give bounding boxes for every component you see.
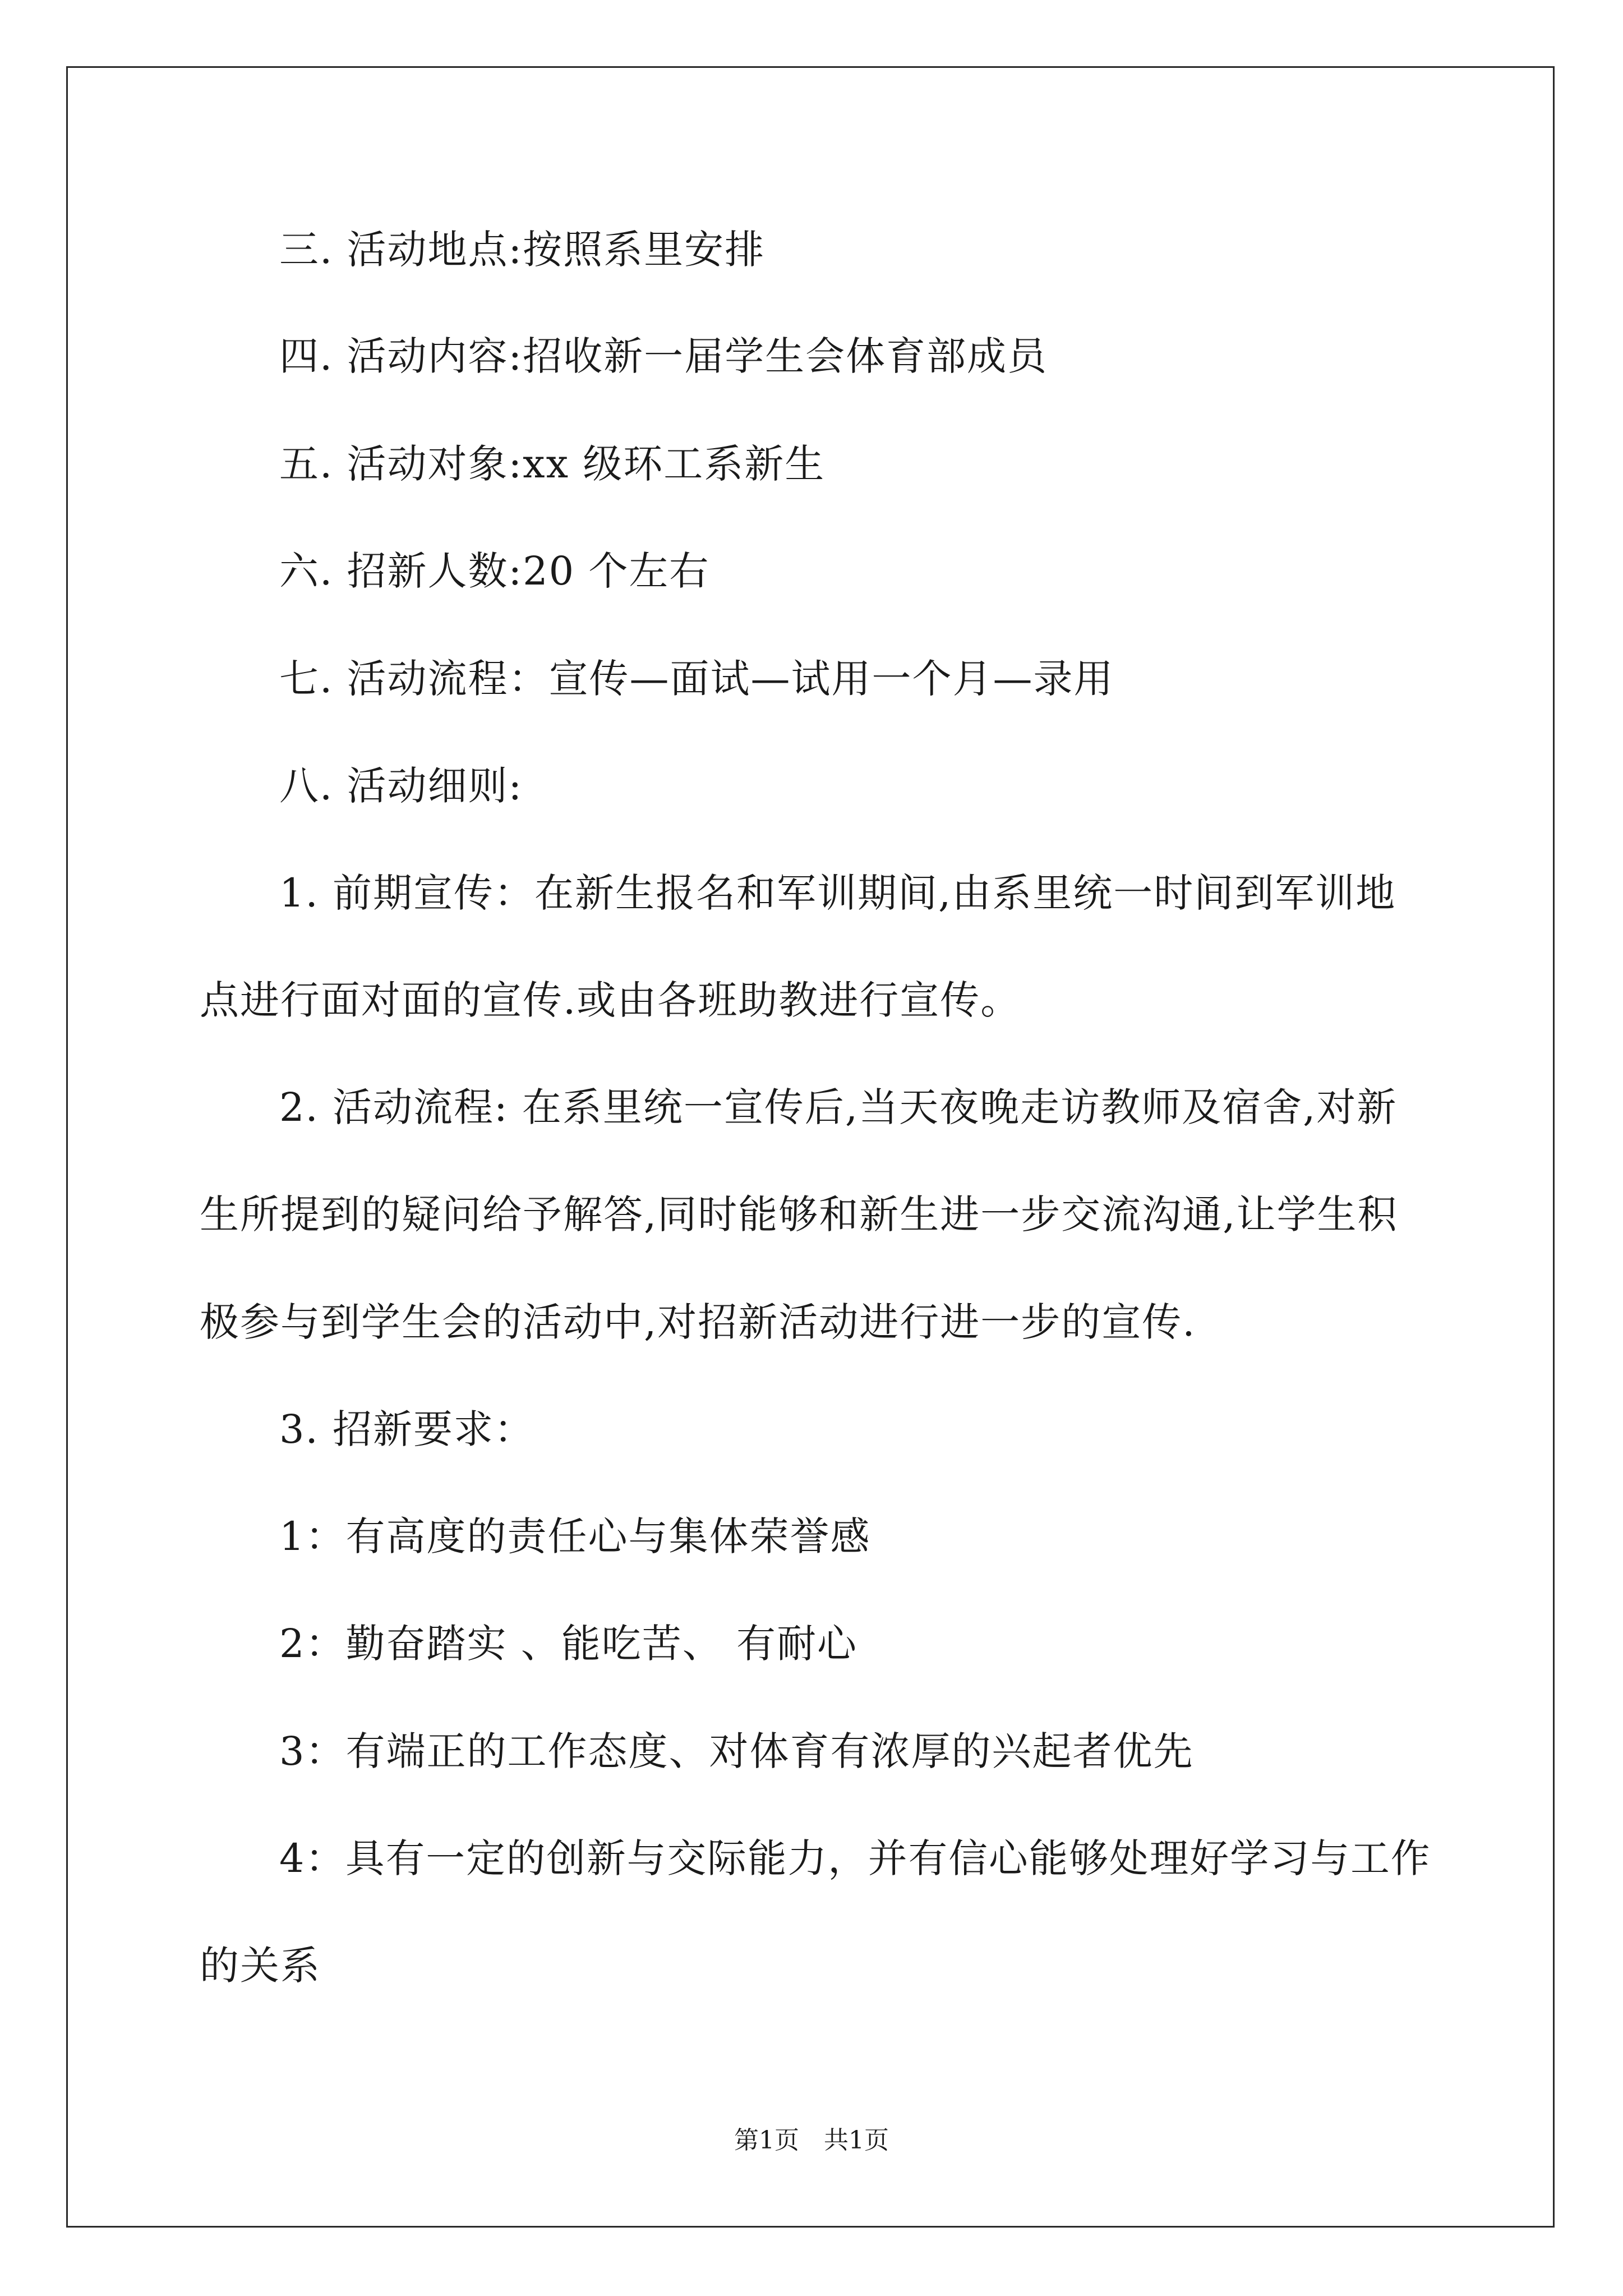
text-line: 2：勤奋踏实 、能吃苦、 有耐心 bbox=[279, 1621, 858, 1667]
text-line: 的关系 bbox=[200, 1943, 321, 1989]
text-line: 极参与到学生会的活动中,对招新活动进行进一步的宣传. bbox=[200, 1299, 1196, 1345]
text-line: 八. 活动细则: bbox=[279, 763, 523, 809]
text-line: 2. 活动流程: 在系里统一宣传后,当天夜晚走访教师及宿舍,对新 bbox=[279, 1084, 1398, 1130]
page-border bbox=[66, 66, 1555, 2228]
text-line: 点进行面对面的宣传.或由各班助教进行宣传。 bbox=[200, 977, 1021, 1023]
text-line: 五. 活动对象:xx 级环工系新生 bbox=[279, 441, 826, 487]
text-line: 1. 前期宣传：在新生报名和军训期间,由系里统一时间到军训地 bbox=[279, 870, 1396, 916]
text-line: 3：有端正的工作态度、对体育有浓厚的兴起者优先 bbox=[279, 1728, 1194, 1774]
text-line: 六. 招新人数:20 个左右 bbox=[279, 548, 710, 594]
page-number-footer: 第1页 共1页 bbox=[734, 2126, 889, 2155]
text-line: 4：具有一定的创新与交际能力，并有信心能够处理好学习与工作 bbox=[279, 1835, 1431, 1881]
text-line: 1：有高度的责任心与集体荣誉感 bbox=[279, 1513, 871, 1559]
text-line: 3. 招新要求： bbox=[279, 1406, 535, 1452]
text-line: 生所提到的疑问给予解答,同时能够和新生进一步交流沟通,让学生积 bbox=[200, 1191, 1398, 1237]
text-line: 三. 活动地点:按照系里安排 bbox=[279, 227, 766, 273]
text-line: 七. 活动流程：宣传—面试—试用一个月—录用 bbox=[279, 656, 1114, 702]
text-line: 四. 活动内容:招收新一届学生会体育部成员 bbox=[279, 333, 1048, 379]
